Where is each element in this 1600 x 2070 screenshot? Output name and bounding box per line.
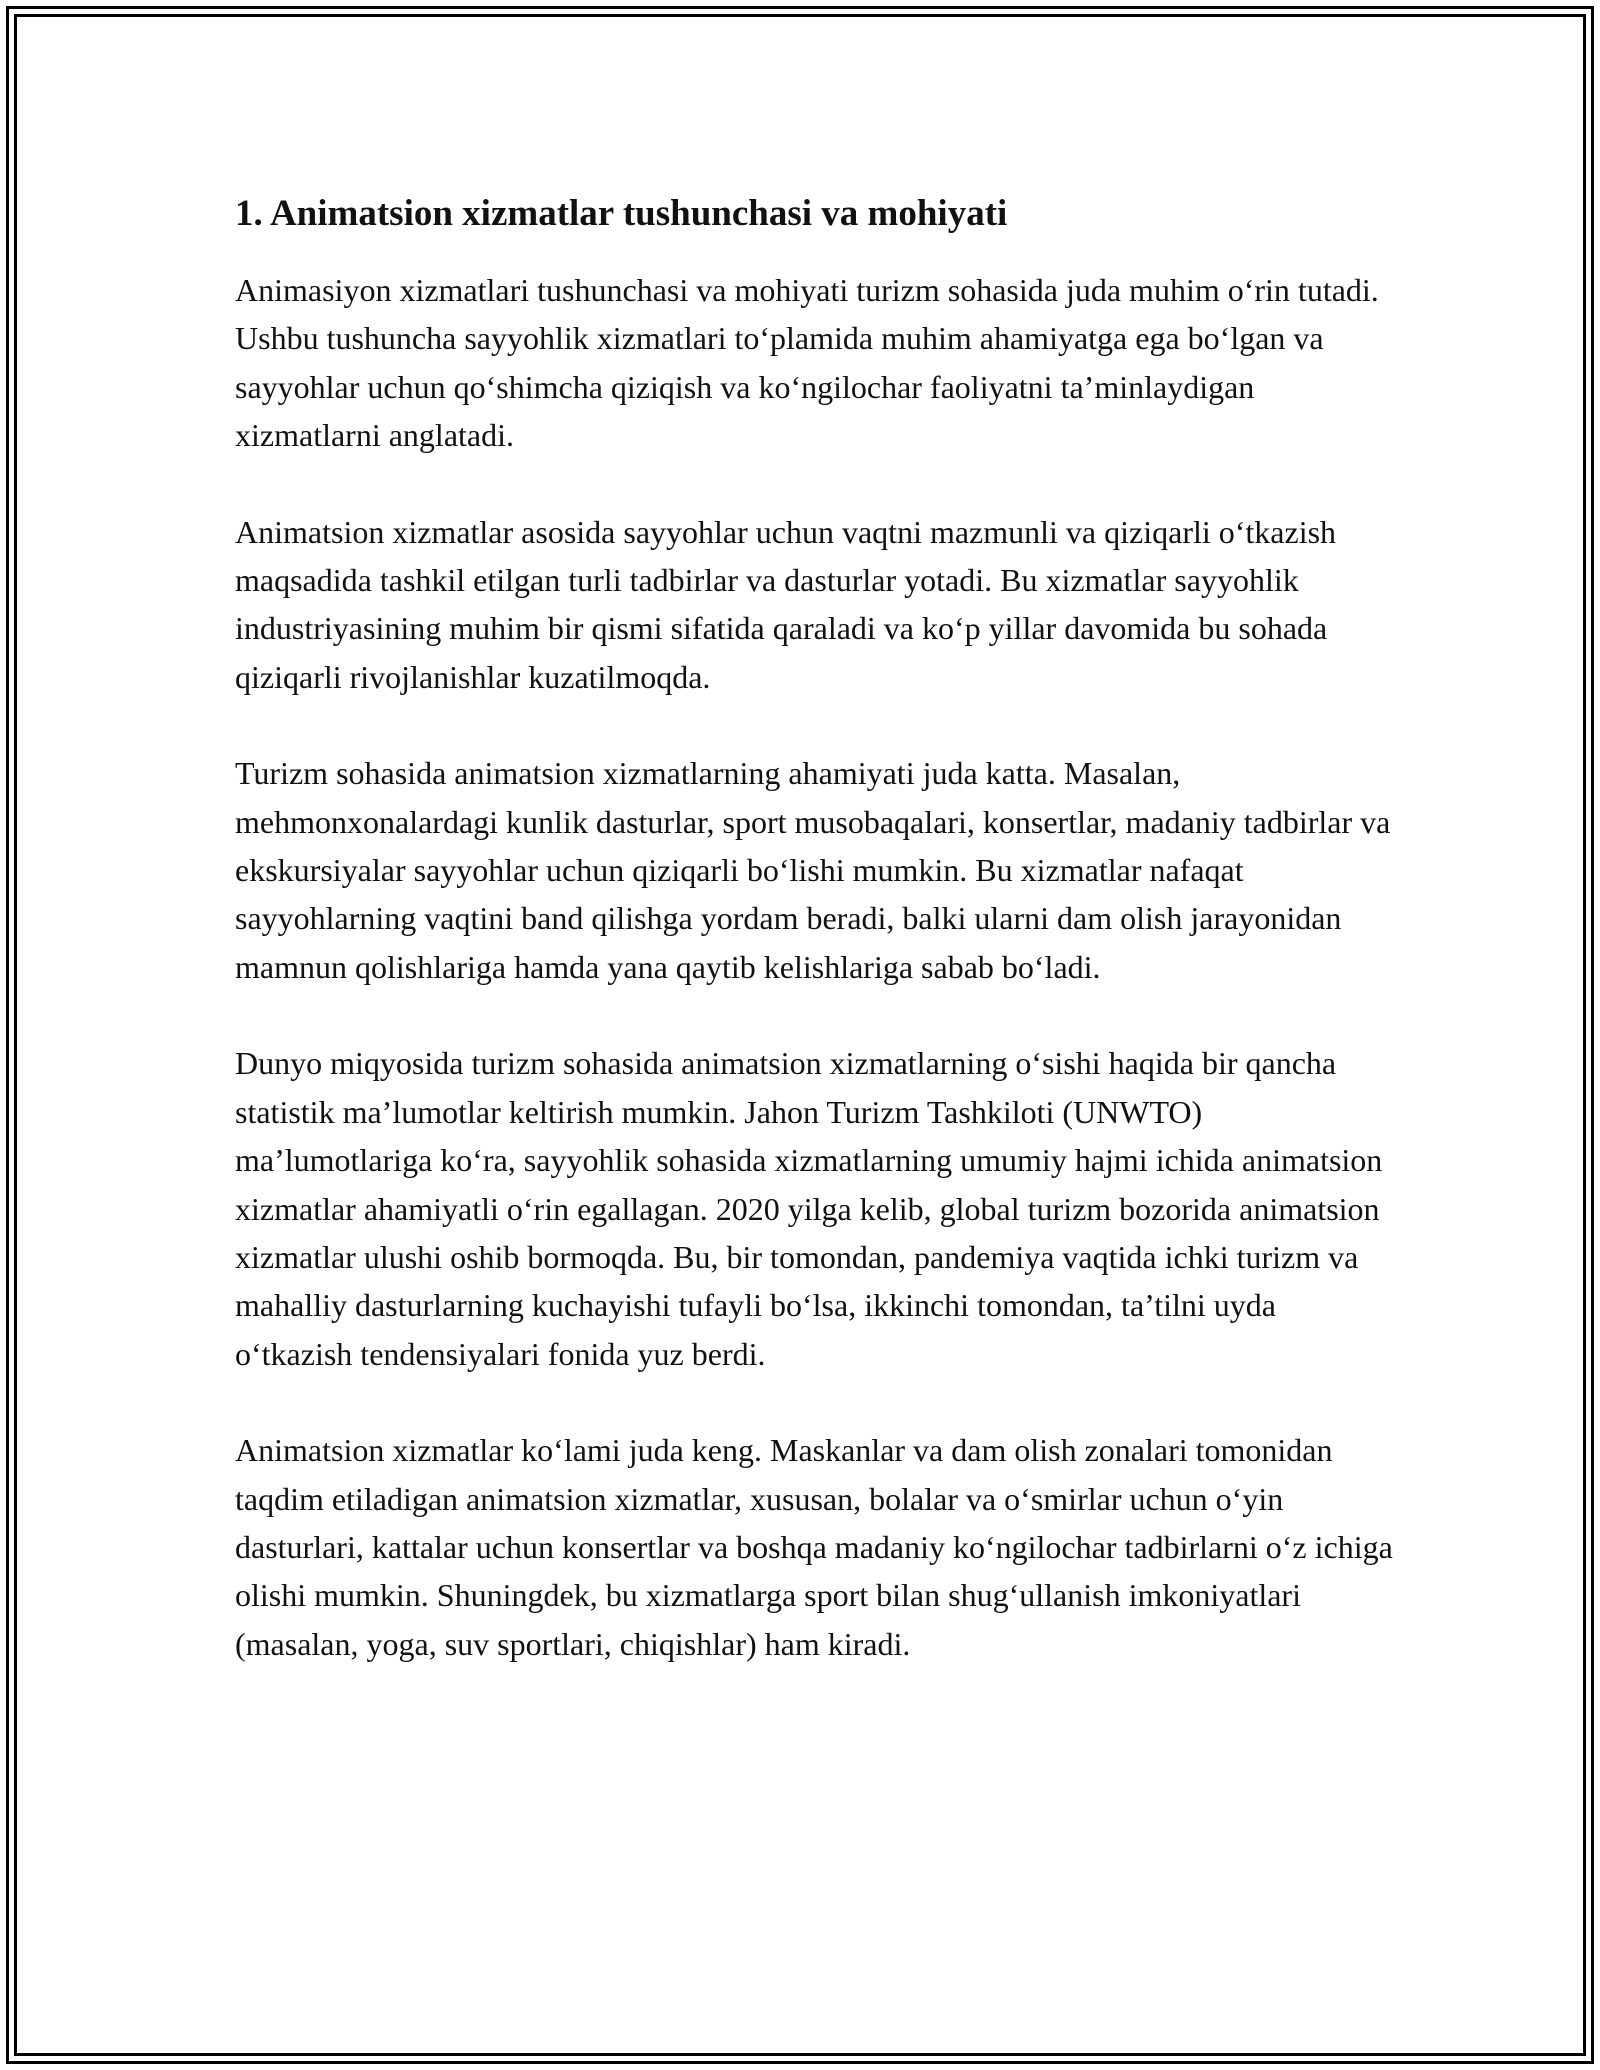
paragraph-2: Animatsion xizmatlar asosida sayyohlar uchun vaqtni mazmunli va qiziqarli o‘tkazish maqsadida tashkil etilgan turli tadbirlar va dasturlar yotadi. Bu xizmatlar sayyohlik industriyasining muhim bir qismi sifatida qaraladi va ko‘p yillar davomida bu sohada qiziqarli rivojlanishlar kuzatilmoqda. (235, 513, 1337, 695)
paragraph-3: Turizm sohasida animatsion xizmatlarning ahamiyati juda katta. Masalan, mehmonxonalardagi kunlik dasturlar, sport musobaqalari, konsertlar, madaniy tadbirlar va ekskursiyalar sayyohlar uchun qiziqarli bo‘lishi mumkin. Bu xizmatlar nafaqat sayyohlarning vaqtini band qilishga yordam beradi, balki ularni dam olish jarayonidan mamnun qolishlariga hamda yana qaytib kelishlariga sabab bo‘ladi. (235, 755, 1391, 985)
paragraph-4: Dunyo miqyosida turizm sohasida animatsion xizmatlarning o‘sishi haqida bir qancha statistik ma’lumotlar keltirish mumkin. Jahon Turizm Tashkiloti (UNWTO) ma’lumotlariga ko‘ra, sayyohlik sohasida xizmatlarning umumiy hajmi ichida animatsion xizmatlar ahamiyatli o‘rin egallagan. 2020 yilga kelib, global turizm bozorida animatsion xizmatlar ulushi oshib bormoqda. Bu, bir tomondan, pandemiya vaqtida ichki turizm va mahalliy dasturlarning kuchayishi tufayli bo‘lsa, ikkinchi tomondan, ta’tilni uyda o‘tkazish tendensiyalari fonida yuz berdi. (235, 1045, 1383, 1372)
section-heading: 1. Animatsion xizmatlar tushunchasi va mohiyati (235, 193, 1008, 234)
document-body (235, 186, 1395, 1716)
paragraph-5: Animatsion xizmatlar ko‘lami juda keng. Maskanlar va dam olish zonalari tomonidan taqdim etiladigan animatsion xizmatlar, xususan, bolalar va o‘smirlar uchun o‘yin dasturlari, kattalar uchun konsertlar va boshqa madaniy ko‘ngilochar tadbirlarni o‘z ichiga olishi mumkin. Shuningdek, bu xizmatlarga sport bilan shug‘ullanish imkoniyatlari (masalan, yoga, suv sportlari, chiqishlar) ham kiradi. (235, 1432, 1393, 1662)
paragraph-1: Animasiyon xizmatlari tushunchasi va mohiyati turizm sohasida juda muhim o‘rin tutadi. Ushbu tushuncha sayyohlik xizmatlari to‘plamida muhim ahamiyatga ega bo‘lgan va sayyohlar uchun qo‘shimcha qiziqish va ko‘ngilochar faoliyatni ta’minlaydigan xizmatlarni anglatadi. (235, 272, 1379, 454)
